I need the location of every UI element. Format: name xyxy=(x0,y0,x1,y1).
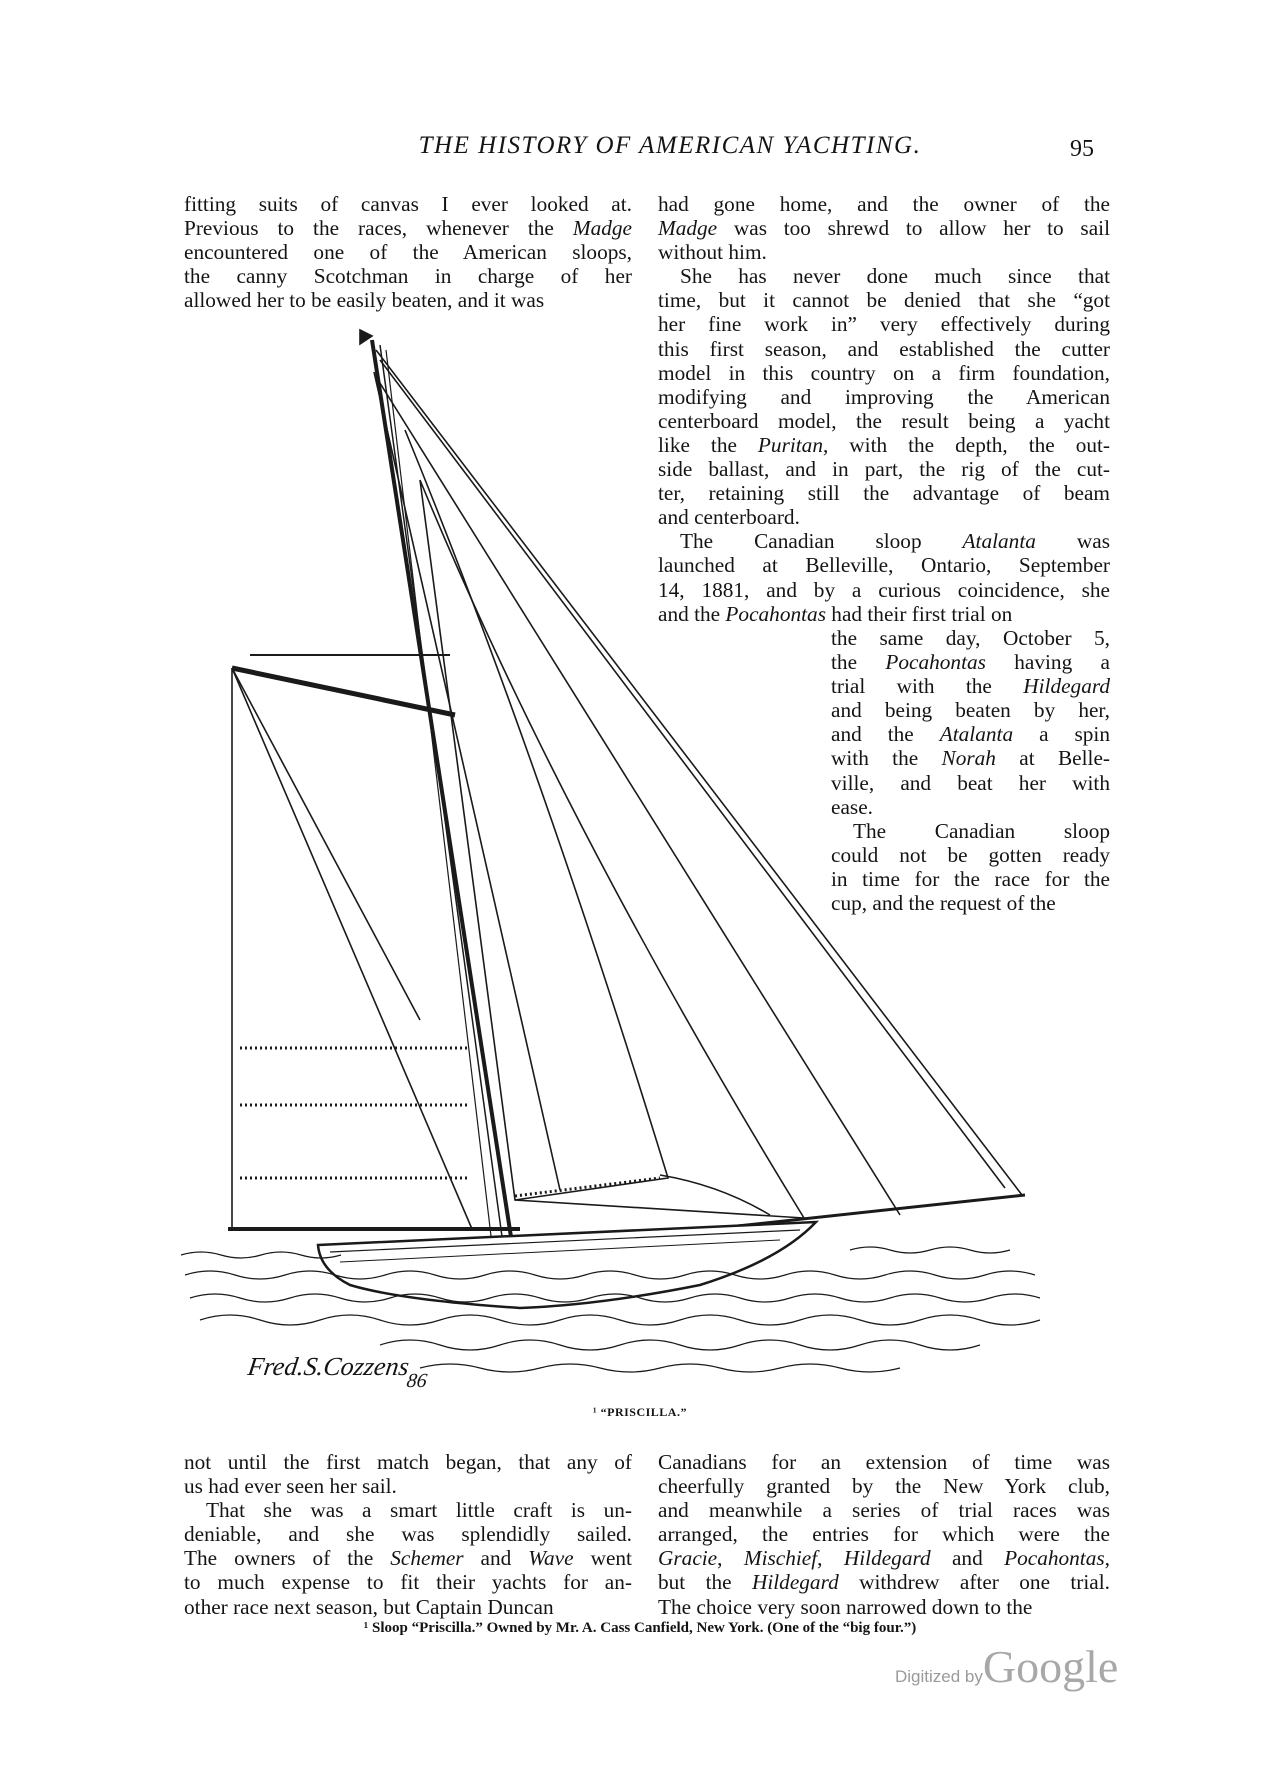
text-segment: arranged, the entries for which were the xyxy=(658,1522,1110,1547)
text-segment: with the xyxy=(831,746,942,771)
text-segment: modifying and improving the American xyxy=(658,384,1110,409)
text-segment: having a xyxy=(985,650,1110,675)
text-line xyxy=(184,1474,632,1498)
italic-vessel-name: Pocahontas xyxy=(1004,1546,1105,1571)
text-segment: and xyxy=(463,1546,529,1571)
text-segment: the xyxy=(831,650,886,675)
text-segment: and the xyxy=(831,722,940,747)
text-segment: encountered one of the American sloops, xyxy=(184,240,632,265)
text-segment: Previous to the races, whenever the xyxy=(184,216,573,241)
text-segment: fitting suits of canvas I ever looked at. xyxy=(184,192,632,216)
text-segment: trial with the xyxy=(831,674,1024,699)
italic-vessel-name: Hildegard xyxy=(1023,674,1110,699)
text-segment: , xyxy=(717,1546,744,1571)
text-segment: She has never done much since that xyxy=(680,264,1110,289)
text-segment: withdrew after one trial. xyxy=(838,1570,1110,1595)
google-watermark xyxy=(895,1640,1118,1693)
text-segment: was too shrewd to allow her to sail xyxy=(717,216,1110,241)
text-segment: side ballast, and in part, the rig of the cut- xyxy=(658,457,1110,482)
text-line xyxy=(658,1498,1110,1522)
text-segment: at Belle- xyxy=(995,746,1110,771)
italic-vessel-name: Atalanta xyxy=(962,529,1036,554)
text-segment: ease. xyxy=(831,794,873,819)
text-segment: the canny Scotchman in charge of her xyxy=(184,264,632,289)
text-segment: her fine work in” very effectively during xyxy=(658,312,1110,337)
italic-vessel-name: Hildegard xyxy=(843,1546,931,1571)
text-segment: and being beaten by her, xyxy=(831,698,1110,723)
text-line xyxy=(658,1522,1110,1546)
masthead-pennant xyxy=(360,330,372,344)
text-segment: went xyxy=(573,1546,632,1571)
text-segment: ter, retaining still the advantage of beam xyxy=(658,481,1110,506)
text-segment: had their first trial on xyxy=(825,601,1013,626)
text-line xyxy=(184,1595,632,1619)
footnote: ¹ Sloop “Priscilla.” Owned by Mr. A. Cass Canfield, New York. (One of the “big four.”) xyxy=(363,1620,917,1636)
text-segment: this first season, and established the cutter xyxy=(658,336,1110,361)
text-segment: cup, and the request of the xyxy=(831,891,1056,916)
text-segment: us had ever seen her sail. xyxy=(184,1474,397,1499)
google-logo: Google xyxy=(982,1641,1119,1692)
text-segment: and meanwhile a series of trial races was xyxy=(658,1498,1110,1523)
italic-vessel-name: Gracie xyxy=(658,1546,718,1571)
text-line xyxy=(184,1522,632,1546)
text-segment: centerboard model, the result being a yacht xyxy=(658,408,1110,433)
forestay xyxy=(376,350,1022,1195)
text-segment: time, but it cannot be denied that she “got xyxy=(658,288,1110,313)
text-line xyxy=(184,1450,632,1474)
text-segment: The owners of the xyxy=(184,1546,391,1571)
italic-vessel-name: Schemer xyxy=(390,1546,464,1571)
italic-vessel-name: Madge xyxy=(658,216,718,241)
text-line xyxy=(658,1595,1110,1619)
text-segment: 14, 1881, and by a curious coincidence, she xyxy=(658,577,1110,602)
text-segment: launched at Belleville, Ontario, September xyxy=(658,553,1110,578)
right-column-bottom xyxy=(658,1450,1110,1619)
gaff xyxy=(232,668,455,715)
left-column-bottom xyxy=(184,1450,632,1619)
text-segment: , xyxy=(1104,1546,1110,1571)
italic-vessel-name: Madge xyxy=(572,216,632,241)
text-segment: not until the first match began, that any of xyxy=(184,1450,632,1474)
italic-vessel-name: Pocahontas xyxy=(885,650,986,675)
text-segment: in time for the race for the xyxy=(831,866,1110,891)
italic-vessel-name: Norah xyxy=(941,746,996,771)
page-number: 95 xyxy=(1070,136,1094,162)
jib xyxy=(420,480,804,1218)
hull xyxy=(318,1222,816,1308)
text-segment: could not be gotten ready xyxy=(831,842,1110,867)
text-segment: and xyxy=(930,1546,1005,1571)
text-segment: The choice very soon narrowed down to the xyxy=(658,1594,1033,1619)
text-segment: deniable, and she was splendidly sailed. xyxy=(184,1522,632,1547)
text-segment: and the xyxy=(658,601,726,626)
text-segment: cheerfully granted by the New York club, xyxy=(658,1474,1110,1499)
text-segment: , with the depth, the out- xyxy=(822,432,1110,457)
text-segment: Canadians for an extension of time was xyxy=(658,1450,1110,1474)
text-segment: allowed her to be easily beaten, and it was xyxy=(184,288,545,313)
italic-vessel-name: Mischief xyxy=(743,1546,818,1571)
text-line xyxy=(658,1474,1110,1498)
text-segment: model in this country on a firm foundation, xyxy=(658,360,1110,385)
text-segment: was xyxy=(1035,529,1110,554)
watermark-prefix: Digitized by xyxy=(895,1667,983,1686)
text-line xyxy=(658,1570,1110,1594)
text-segment: ville, and beat her with xyxy=(831,770,1110,795)
italic-vessel-name: Wave xyxy=(528,1546,574,1571)
text-line xyxy=(184,1546,632,1570)
text-segment: That she was a smart little craft is un- xyxy=(206,1498,632,1523)
italic-vessel-name: Pocahontas xyxy=(725,601,826,626)
text-line xyxy=(658,1450,1110,1474)
text-segment: without him. xyxy=(658,240,767,265)
text-segment: The Canadian sloop xyxy=(853,818,1110,843)
text-segment: like the xyxy=(658,432,758,457)
text-segment: other race next season, but Captain Duncan xyxy=(184,1594,554,1619)
italic-vessel-name: Hildegard xyxy=(751,1570,839,1595)
text-segment: and centerboard. xyxy=(658,505,800,530)
text-segment: had gone home, and the owner of the xyxy=(658,192,1110,216)
text-segment: The Canadian sloop xyxy=(680,529,963,554)
running-head: THE HISTORY OF AMERICAN YACHTING. xyxy=(418,132,922,159)
text-segment: a spin xyxy=(1013,722,1111,747)
text-line xyxy=(184,1570,632,1594)
text-segment: , xyxy=(817,1546,844,1571)
mast xyxy=(372,340,520,1295)
artist-signature: Fred.S.Cozzens$_{86}$ xyxy=(246,1352,429,1392)
italic-vessel-name: Atalanta xyxy=(939,722,1014,747)
text-line xyxy=(658,1546,1110,1570)
text-segment: but the xyxy=(658,1570,752,1595)
jib-luff xyxy=(420,480,804,1218)
figure-caption: ¹ “PRISCILLA.” xyxy=(593,1405,687,1419)
text-line xyxy=(184,1498,632,1522)
text-segment: the same day, October 5, xyxy=(831,626,1110,650)
italic-vessel-name: Puritan xyxy=(757,432,823,457)
text-segment: to much expense to fit their yachts for an- xyxy=(184,1570,632,1595)
